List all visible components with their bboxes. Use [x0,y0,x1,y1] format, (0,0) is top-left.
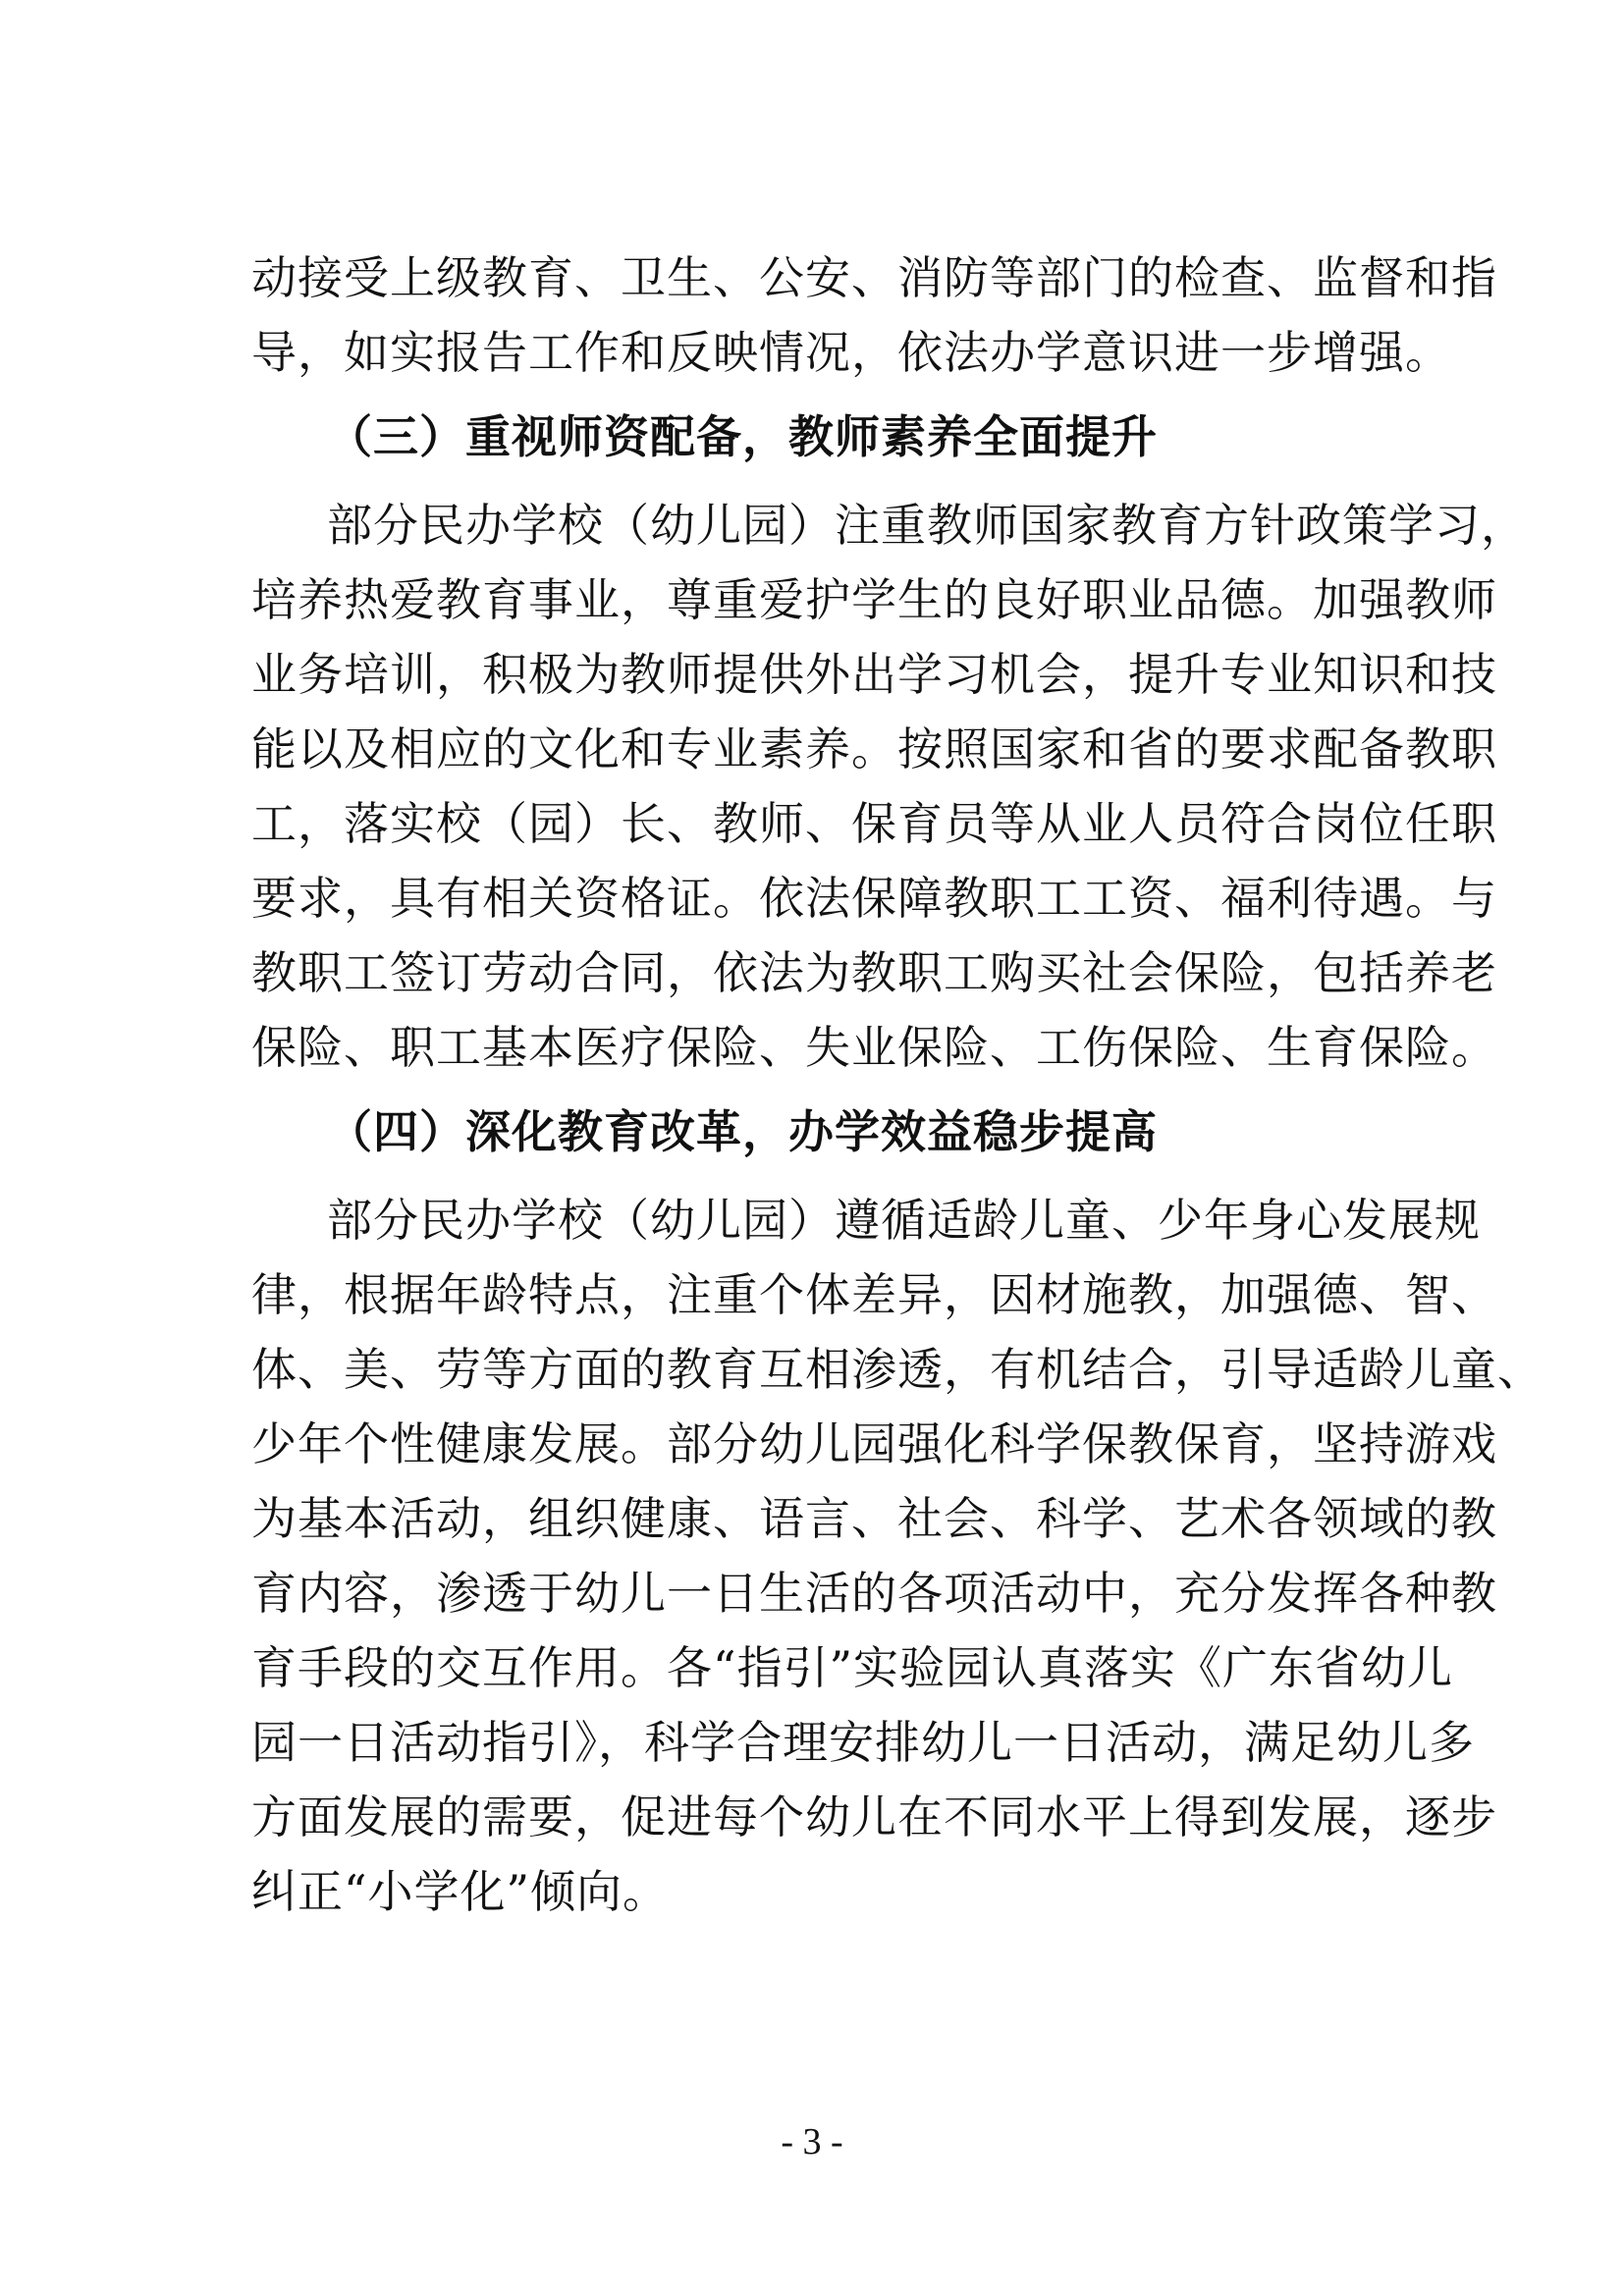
paragraph-line: 保险、职工基本医疗保险、失业保险、工伤保险、生育保险。 [251,1021,1497,1074]
paragraph-line: 导，如实报告工作和反映情况，依法办学意识进一步增强。 [251,326,1451,379]
paragraph-line: 教职工签订劳动合同，依法为教职工购买社会保险，包括养老 [251,946,1497,999]
paragraph-line: 动接受上级教育、卫生、公安、消防等部门的检查、监督和指 [251,251,1497,304]
paragraph-line: 纠正“小学化”倾向。 [251,1865,670,1918]
paragraph-line: 育手段的交互作用。各“指引”实验园认真落实《广东省幼儿 [251,1641,1454,1694]
paragraph-line: 为基本活动，组织健康、语言、社会、科学、艺术各领域的教 [251,1492,1497,1545]
paragraph-line: 工，落实校（园）长、教师、保育员等从业人员符合岗位任职 [251,797,1497,850]
paragraph-line: 方面发展的需要，促进每个幼儿在不同水平上得到发展，逐步 [251,1790,1497,1843]
section-heading-3: （三）重视师资配备，教师素养全面提升 [327,410,1158,463]
paragraph-line: 部分民办学校（幼儿园）注重教师国家教育方针政策学习， [327,499,1527,552]
paragraph-line: 要求，具有相关资格证。依法保障教职工工资、福利待遇。与 [251,872,1497,925]
paragraph-line: 部分民办学校（幼儿园）遵循适龄儿童、少年身心发展规 [327,1194,1481,1247]
paragraph-line: 能以及相应的文化和专业素养。按照国家和省的要求配备教职 [251,722,1497,775]
paragraph-line: 业务培训，积极为教师提供外出学习机会，提升专业知识和技 [251,648,1497,701]
paragraph-line: 园一日活动指引》，科学合理安排幼儿一日活动，满足幼儿多 [251,1716,1475,1769]
paragraph-line: 育内容，渗透于幼儿一日生活的各项活动中，充分发挥各种教 [251,1567,1497,1620]
paragraph-line: 少年个性健康发展。部分幼儿园强化科学保教保育，坚持游戏 [251,1417,1497,1470]
section-heading-4: （四）深化教育改革，办学效益稳步提高 [327,1105,1158,1158]
page-number: - 3 - [781,2121,843,2163]
paragraph-line: 体、美、劳等方面的教育互相渗透，有机结合，引导适龄儿童、 [251,1343,1543,1396]
paragraph-line: 培养热爱教育事业，尊重爱护学生的良好职业品德。加强教师 [251,573,1497,626]
paragraph-line: 律，根据年龄特点，注重个体差异，因材施教，加强德、智、 [251,1268,1497,1321]
